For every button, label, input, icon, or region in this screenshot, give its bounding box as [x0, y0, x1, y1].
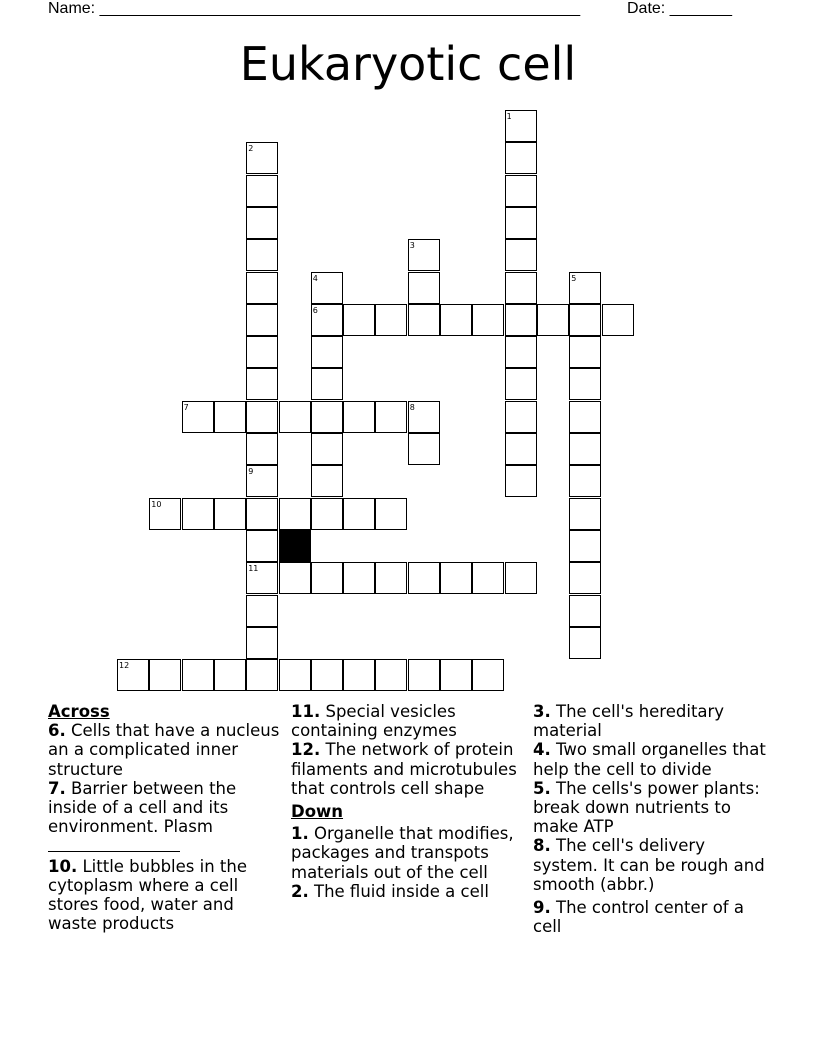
grid-cell[interactable] [440, 659, 472, 691]
grid-cell[interactable] [246, 336, 278, 368]
grid-cell[interactable] [569, 465, 601, 497]
grid-cell[interactable] [279, 498, 311, 530]
clue-down-3: 3. The cell's hereditary material [533, 702, 725, 741]
grid-cell[interactable] [505, 433, 537, 465]
answer-blank [48, 836, 180, 852]
grid-cell[interactable] [505, 272, 537, 304]
grid-cell[interactable] [569, 562, 601, 594]
grid-cell[interactable] [182, 498, 214, 530]
clue-number-7: 7 [183, 402, 189, 412]
grid-cell[interactable] [375, 401, 407, 433]
grid-cell[interactable] [569, 336, 601, 368]
grid-cell[interactable] [472, 659, 504, 691]
clue-across-12: 12. The network of protein filaments and microtubules that controls cell shape [291, 740, 517, 798]
grid-cell[interactable] [246, 272, 278, 304]
clue-down-4: 4. Two small organelles that help the cell to divide [533, 740, 766, 779]
grid-cell[interactable] [214, 659, 246, 691]
clue-number-8: 8 [409, 402, 415, 412]
grid-cell[interactable] [569, 368, 601, 400]
clues-column-2 [291, 702, 527, 901]
grid-cell[interactable] [408, 304, 440, 336]
grid-cell[interactable] [602, 304, 634, 336]
grid-cell[interactable] [246, 207, 278, 239]
date-field[interactable]: Date: _______ [627, 0, 732, 17]
grid-cell[interactable] [311, 562, 343, 594]
grid-cell[interactable] [311, 465, 343, 497]
grid-cell[interactable] [311, 433, 343, 465]
grid-cell[interactable] [311, 498, 343, 530]
grid-cell[interactable] [505, 207, 537, 239]
grid-cell[interactable] [505, 142, 537, 174]
clue-down-2: 2. The fluid inside a cell [291, 881, 489, 901]
grid-cell[interactable] [505, 562, 537, 594]
page-title: Eukaryotic cell [239, 37, 577, 91]
clue-across-7: 7. Barrier between the inside of a cell and its environment. Plasm [48, 778, 237, 837]
grid-cell[interactable] [440, 304, 472, 336]
grid-cell[interactable] [408, 272, 440, 304]
grid-cell[interactable] [472, 304, 504, 336]
grid-cell[interactable] [569, 304, 601, 336]
black-square [279, 530, 311, 562]
across-heading: Across [48, 702, 110, 721]
clues-column-3 [533, 702, 769, 936]
grid-cell[interactable] [246, 595, 278, 627]
grid-cell[interactable] [343, 659, 375, 691]
grid-cell[interactable] [182, 659, 214, 691]
grid-cell[interactable] [311, 336, 343, 368]
grid-cell[interactable] [246, 304, 278, 336]
grid-cell[interactable] [343, 304, 375, 336]
grid-cell[interactable] [505, 401, 537, 433]
grid-cell[interactable] [246, 659, 278, 691]
grid-cell[interactable] [311, 401, 343, 433]
clue-across-6: 6. Cells that have a nucleus an a complicated inner structure [48, 721, 280, 779]
grid-cell[interactable] [279, 659, 311, 691]
clue-number-4: 4 [312, 273, 318, 283]
grid-cell[interactable] [149, 659, 181, 691]
grid-cell[interactable] [472, 562, 504, 594]
clue-down-1: 1. Organelle that modifies, packages and transpots materials out of the cell [291, 824, 514, 882]
clue-across-7-blank [48, 836, 284, 856]
clue-number-12: 12 [119, 661, 130, 671]
clues-column-1 [48, 702, 284, 933]
grid-cell[interactable] [569, 530, 601, 562]
grid-cell[interactable] [375, 659, 407, 691]
grid-cell[interactable] [246, 433, 278, 465]
grid-cell[interactable] [505, 465, 537, 497]
grid-cell[interactable] [408, 562, 440, 594]
clue-down-9: 9. The control center of a cell [533, 898, 744, 937]
grid-cell[interactable] [505, 368, 537, 400]
clue-number-3: 3 [409, 241, 415, 251]
grid-cell[interactable] [246, 627, 278, 659]
grid-cell[interactable] [311, 659, 343, 691]
grid-cell[interactable] [569, 433, 601, 465]
grid-cell[interactable] [279, 401, 311, 433]
grid-cell[interactable] [569, 401, 601, 433]
clue-number-6: 6 [312, 305, 318, 315]
grid-cell[interactable] [214, 498, 246, 530]
clue-number-9: 9 [248, 467, 254, 477]
clue-number-5: 5 [571, 273, 577, 283]
grid-cell[interactable] [343, 401, 375, 433]
grid-cell[interactable] [246, 239, 278, 271]
grid-cell[interactable] [375, 498, 407, 530]
grid-cell[interactable] [246, 401, 278, 433]
grid-cell[interactable] [408, 433, 440, 465]
grid-cell[interactable] [311, 368, 343, 400]
name-field[interactable]: Name: ______________________________________________________ [48, 0, 581, 17]
grid-cell[interactable] [246, 498, 278, 530]
grid-cell[interactable] [375, 562, 407, 594]
grid-cell[interactable] [505, 239, 537, 271]
grid-cell[interactable] [246, 175, 278, 207]
clue-across-10: 10. Little bubbles in the cytoplasm where a cell stores food, water and waste products [48, 856, 248, 934]
grid-cell[interactable] [569, 595, 601, 627]
grid-cell[interactable] [505, 304, 537, 336]
grid-cell[interactable] [440, 562, 472, 594]
clue-number-2: 2 [248, 144, 254, 154]
grid-cell[interactable] [505, 336, 537, 368]
grid-cell[interactable] [505, 175, 537, 207]
grid-cell[interactable] [214, 401, 246, 433]
clue-number-1: 1 [506, 112, 512, 121]
grid-cell[interactable] [375, 304, 407, 336]
clue-across-11: 11. Special vesicles containing enzymes [291, 702, 457, 741]
grid-cell[interactable] [246, 530, 278, 562]
down-heading: Down [291, 802, 344, 822]
grid-cell[interactable] [343, 498, 375, 530]
clue-number-11: 11 [248, 564, 259, 574]
clue-number-10: 10 [151, 499, 162, 509]
grid-cell[interactable] [279, 562, 311, 594]
clue-down-8: 8. The cell's delivery system. It can be rough and smooth (abbr.) [533, 836, 765, 894]
grid-cell[interactable] [569, 498, 601, 530]
grid-cell[interactable] [343, 562, 375, 594]
grid-cell[interactable] [408, 659, 440, 691]
grid-cell[interactable] [246, 368, 278, 400]
grid-cell[interactable] [569, 627, 601, 659]
clue-down-5: 5. The cells's power plants: break down nutrients to make ATP [533, 778, 760, 837]
grid-cell[interactable] [537, 304, 569, 336]
